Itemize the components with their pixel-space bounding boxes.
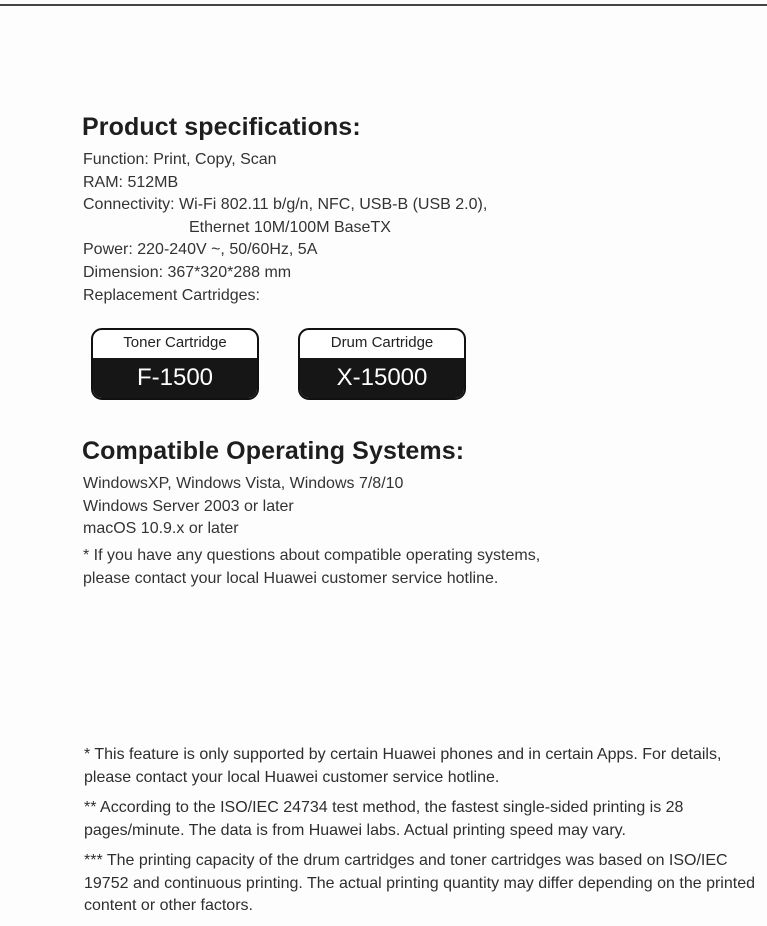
spec-connectivity: Connectivity: Wi-Fi 802.11 b/g/n, NFC, USB-B (USB 2.0), — [83, 196, 488, 214]
toner-cartridge-code: F-1500 — [93, 358, 257, 398]
os-note-line2: please contact your local Huawei customer service hotline. — [83, 569, 499, 587]
footnote-3: *** The printing capacity of the drum cartridges and toner cartridges was based on ISO/IEC 19752 and continuous printing. The actual printing quantity may differ depending on the printed content or other factors. — [84, 852, 755, 914]
os-list — [83, 473, 403, 541]
os-heading: Compatible Operating Systems: — [82, 437, 465, 465]
drum-cartridge-label: Drum Cartridge — [330, 334, 434, 351]
footnotes — [84, 744, 764, 926]
footnote-1: * This feature is only supported by certain Huawei phones and in certain Apps. For details, please contact your local Huawei customer service hotline. — [84, 746, 722, 786]
footnote-2: ** According to the ISO/IEC 24734 test method, the fastest single-sided printing is 28 pages/minute. The data is from Huawei labs. Actual printing speed may vary. — [84, 799, 684, 839]
spec-dimension: Dimension: 367*320*288 mm — [83, 263, 292, 281]
drum-cartridge-code: X-15000 — [300, 358, 464, 398]
os-windows-desktop: WindowsXP, Windows Vista, Windows 7/8/10 — [83, 475, 404, 492]
spec-connectivity-continued: Ethernet 10M/100M BaseTX — [189, 218, 391, 236]
toner-cartridge-badge — [91, 328, 259, 400]
os-windows-server: Windows Server 2003 or later — [83, 497, 294, 515]
spec-function: Function: Print, Copy, Scan — [83, 151, 277, 168]
spec-power: Power: 220-240V ~, 50/60Hz, 5A — [83, 241, 318, 259]
spec-replacement-cartridges: Replacement Cartridges: — [83, 286, 260, 304]
specifications-list — [83, 149, 487, 307]
os-macos: macOS 10.9.x or later — [83, 520, 239, 537]
os-note — [83, 545, 540, 590]
os-note-line1: * If you have any questions about compatible operating systems, — [83, 547, 541, 564]
spec-ram: RAM: 512MB — [83, 173, 179, 191]
drum-cartridge-badge — [298, 328, 466, 400]
specifications-heading: Product specifications: — [82, 113, 361, 141]
toner-cartridge-label: Toner Cartridge — [123, 334, 227, 351]
top-divider — [0, 4, 767, 6]
